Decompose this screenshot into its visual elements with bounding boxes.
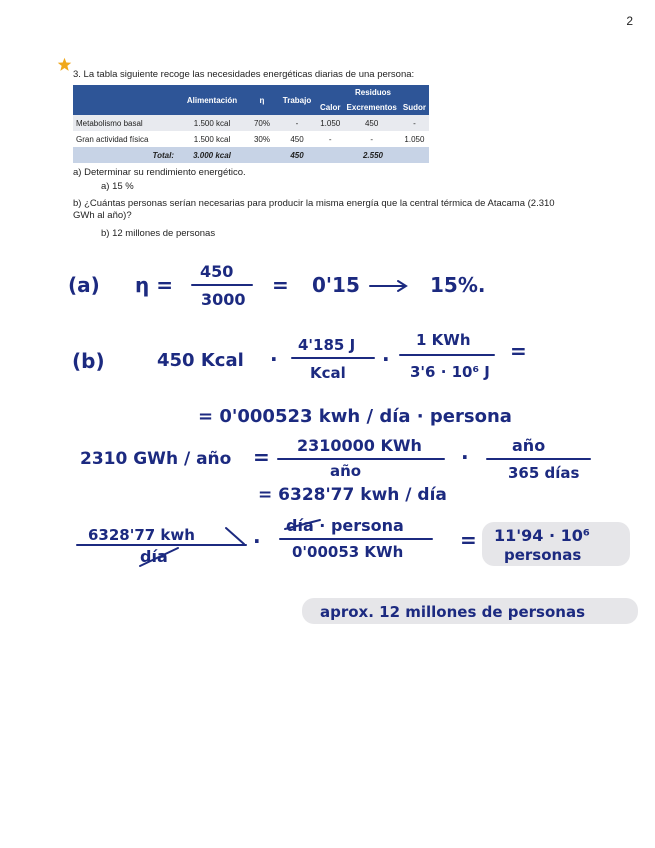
table-cell: 1.050	[317, 115, 343, 131]
question-part-b: b) ¿Cuántas personas serían necesarias para producir la misma energía que la central térmica de Atacama (2.310 GWh al año)?	[73, 198, 555, 221]
table-cell: 70%	[247, 115, 277, 131]
factor3-numerator: 2310000 KWh	[297, 436, 422, 455]
label-b: (b)	[72, 349, 105, 373]
total-residuos: 2.550	[317, 147, 429, 163]
factor5-numerator: 6328'77 kwh	[88, 526, 195, 544]
equals: =	[510, 339, 527, 363]
table-cell: -	[343, 131, 399, 147]
factor6-denominator: 0'00053 KWh	[292, 543, 404, 561]
conclusion: aprox. 12 millones de personas	[320, 603, 586, 621]
factor4-numerator: año	[512, 436, 546, 455]
question-part-a: a) Determinar su rendimiento energético.	[73, 167, 246, 178]
result-a-percent: 15%.	[430, 273, 486, 297]
factor5-denominator: día	[140, 547, 168, 566]
factor2-denominator: 3'6 · 10⁶ J	[410, 363, 490, 381]
factor1-numerator: 4'185 J	[298, 336, 356, 354]
multiply-dot: ·	[382, 347, 390, 371]
table-cell: 30%	[247, 131, 277, 147]
question-text: 3. La tabla siguiente recoge las necesidades energéticas diarias de una persona:	[73, 69, 415, 80]
table-cell: Metabolismo basal	[73, 115, 177, 131]
header-excrementos: Excrementos	[343, 100, 399, 115]
equals: =	[272, 273, 289, 297]
page-number: 2	[626, 14, 633, 28]
total-trabajo: 450	[277, 147, 317, 163]
header-sudor: Sudor	[400, 100, 429, 115]
result-per-person: = 0'000523 kwh / día · persona	[198, 406, 512, 427]
final-number: 11'94 · 10⁶	[494, 526, 590, 545]
label-a: (a)	[68, 273, 100, 297]
table-cell: 1.500 kcal	[177, 131, 247, 147]
header-residuos: Residuos	[317, 85, 429, 100]
eta-symbol: η =	[135, 273, 173, 297]
table-cell: 450	[277, 131, 317, 147]
result-a-decimal: 0'15	[312, 273, 360, 297]
multiply-dot: ·	[253, 529, 261, 553]
answer-a: a) 15 %	[101, 181, 134, 192]
table-cell: -	[317, 131, 343, 147]
total-label: Total:	[73, 147, 177, 163]
table-cell: 1.500 kcal	[177, 115, 247, 131]
table-cell: 450	[343, 115, 399, 131]
total-alimentacion: 3.000 kcal	[177, 147, 247, 163]
header-eta: η	[247, 85, 277, 115]
header-trabajo: Trabajo	[277, 85, 317, 115]
table-cell: -	[400, 115, 429, 131]
result-per-day: = 6328'77 kwh / día	[258, 485, 447, 505]
plant-energy: 2310 GWh / año	[80, 449, 232, 469]
factor6-numerator: día · persona	[286, 516, 404, 535]
equals: =	[460, 528, 477, 552]
factor4-denominator: 365 días	[508, 464, 580, 482]
table-cell: Gran actividad física	[73, 131, 177, 147]
factor2-numerator: 1 KWh	[416, 331, 471, 349]
multiply-dot: ·	[270, 347, 278, 371]
factor3-denominator: año	[330, 462, 362, 480]
header-alimentacion: Alimentación	[177, 85, 247, 115]
fraction-a-denominator: 3000	[201, 290, 246, 309]
fraction-a-numerator: 450	[200, 262, 234, 281]
final-unit: personas	[504, 546, 582, 564]
factor1-denominator: Kcal	[310, 364, 346, 382]
answer-b: b) 12 millones de personas	[101, 228, 216, 239]
cancel-strike	[226, 528, 244, 544]
equals: =	[253, 445, 270, 469]
energy-value: 450 Kcal	[157, 350, 244, 371]
multiply-dot: ·	[461, 445, 469, 469]
header-calor: Calor	[317, 100, 343, 115]
table-cell: 1.050	[400, 131, 429, 147]
table-cell: -	[277, 115, 317, 131]
